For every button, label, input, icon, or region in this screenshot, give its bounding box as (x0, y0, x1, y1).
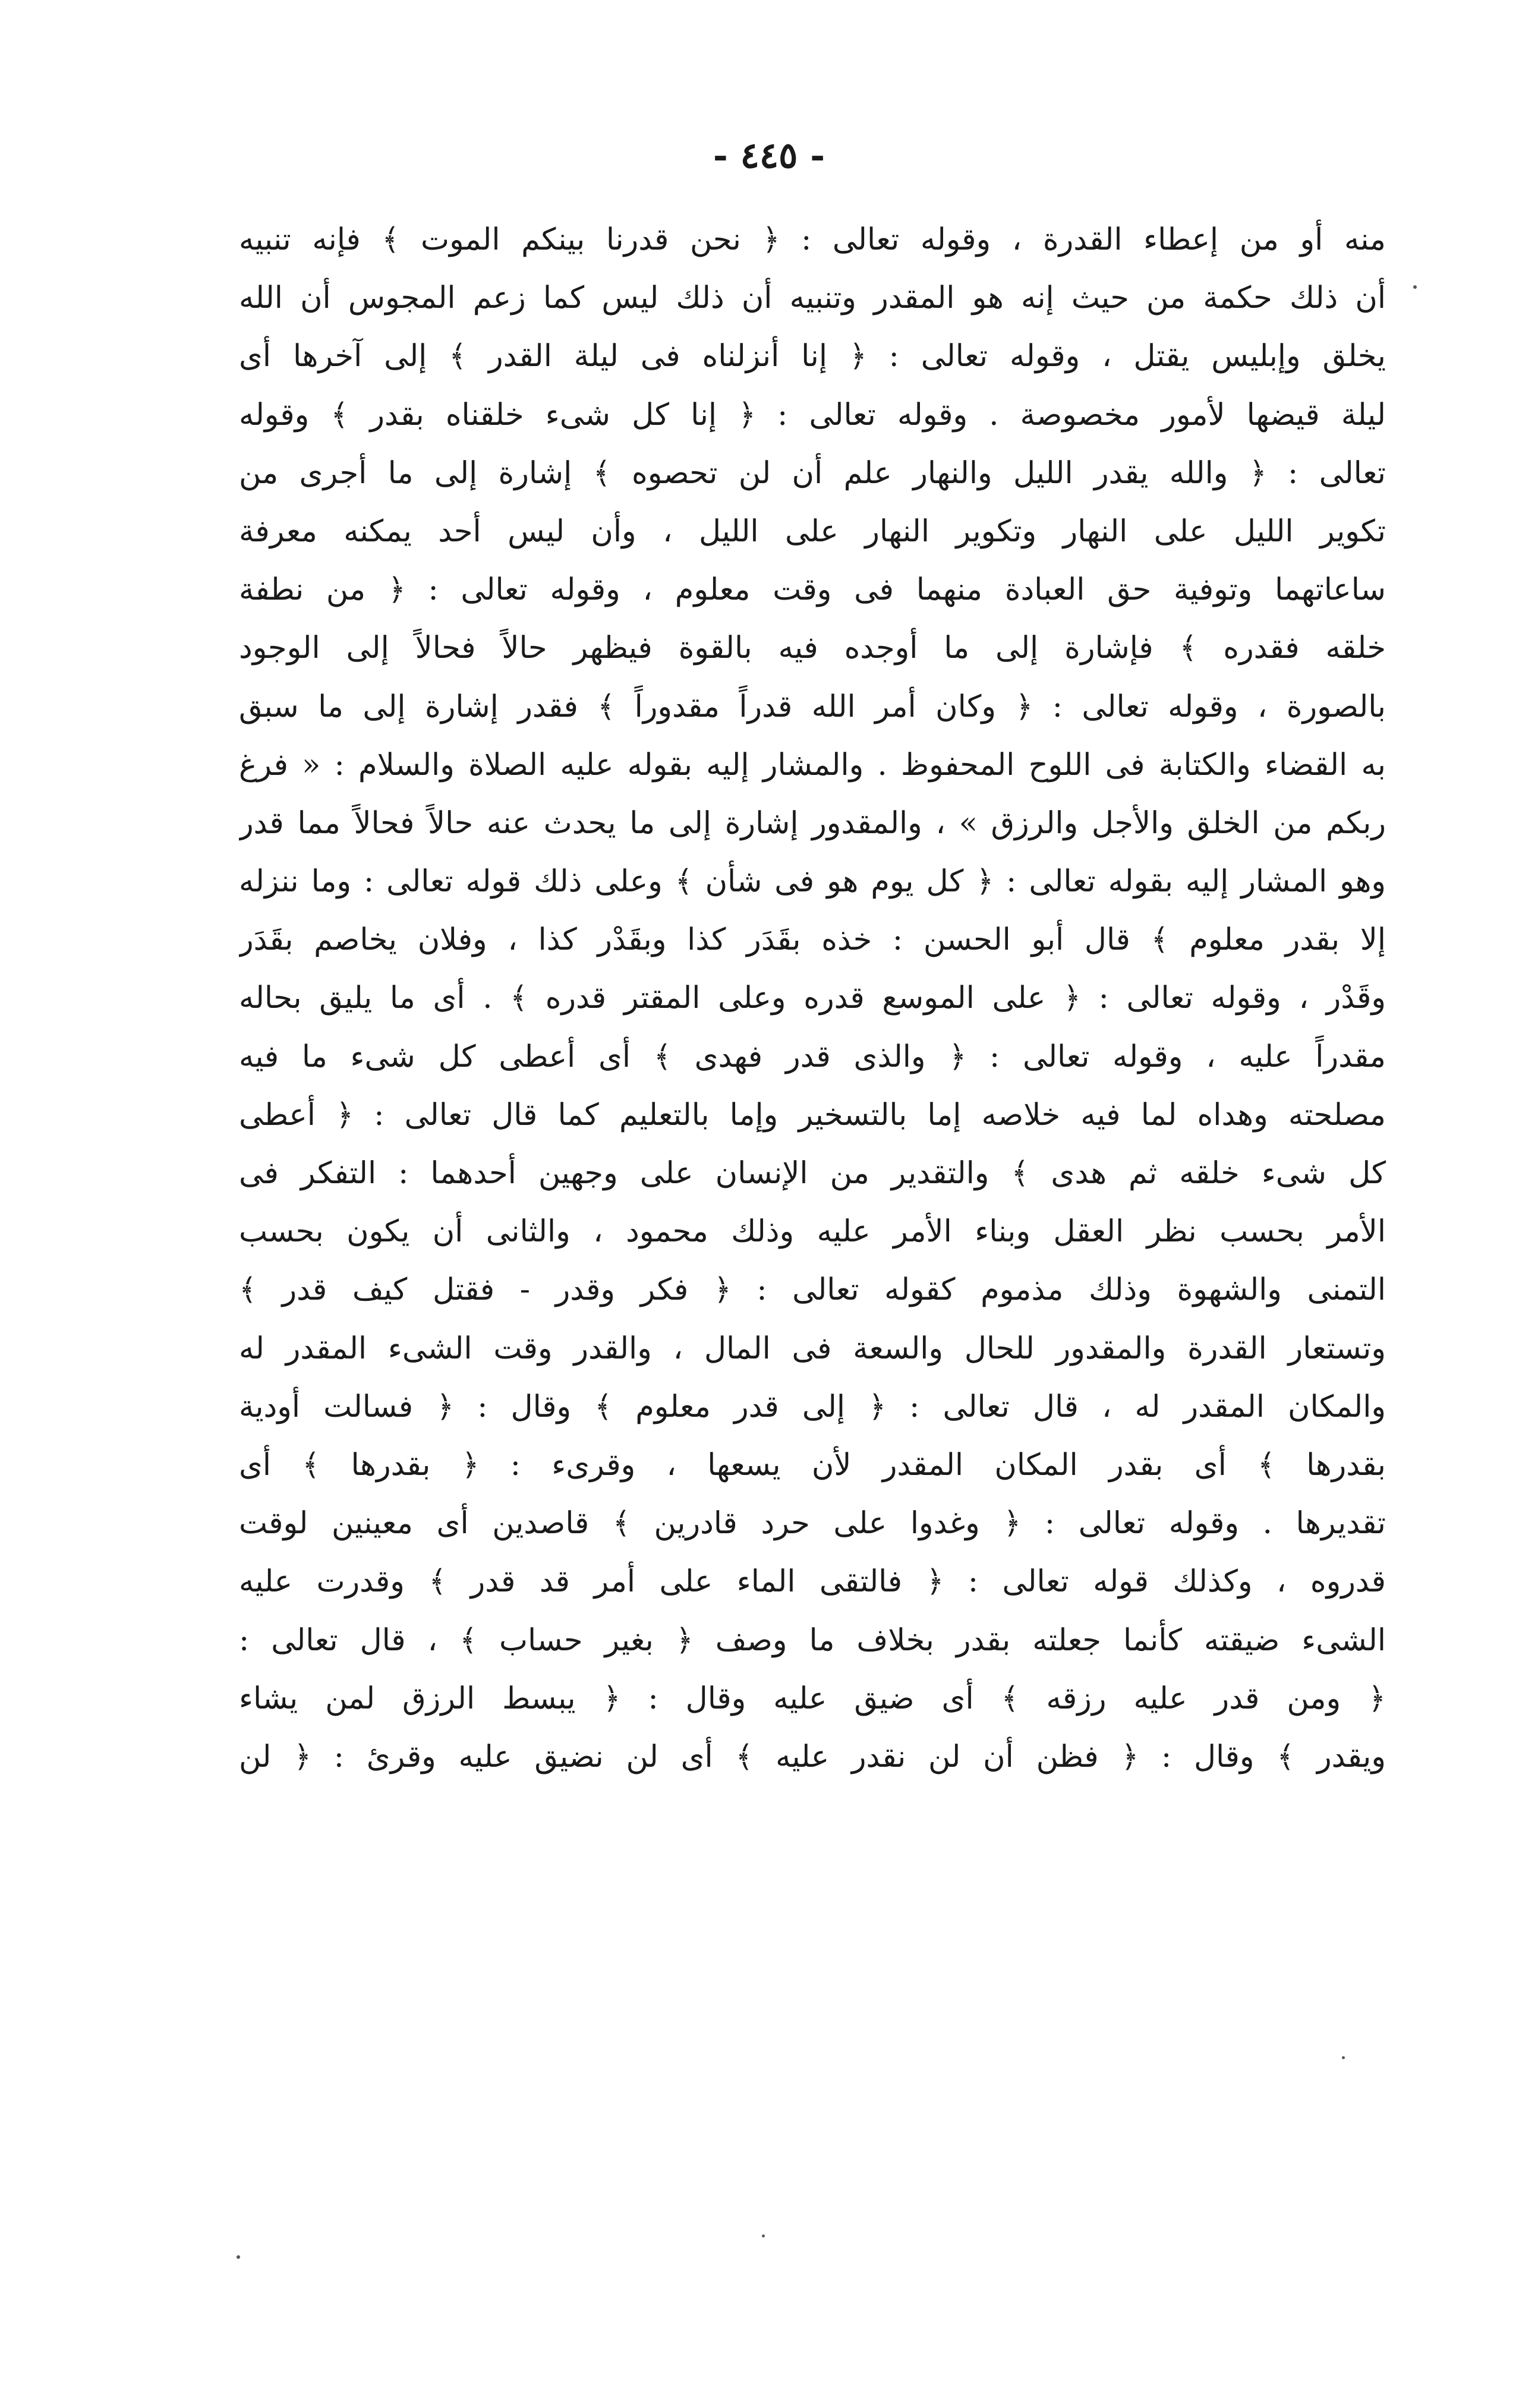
text-line: تقديرها . وقوله تعالى : ﴿ وغدوا على حرد قادرين ﴾ قاصدين أى معينين لوقت (239, 1506, 1386, 1542)
scan-speck (237, 2255, 240, 2259)
text-line: تكوير الليل على النهار وتكوير النهار على الليل ، وأن ليس أحد يمكنه معرفة (239, 513, 1386, 549)
text-line: بقدرها ﴾ أى بقدر المكان المقدر لأن يسعها ، وقرىء : ﴿ بقدرها ﴾ أى (239, 1447, 1386, 1483)
text-line: خلقه فقدره ﴾ فإشارة إلى ما أوجده فيه بالقوة فيظهر حالاً فحالاً إلى الوجود (239, 631, 1386, 666)
text-line: وقَدْر ، وقوله تعالى : ﴿ على الموسع قدره وعلى المقتر قدره ﴾ . أى ما يليق بحاله (239, 981, 1386, 1016)
body-text (239, 211, 1386, 1786)
text-line: وتستعار القدرة والمقدور للحال والسعة فى المال ، والقدر وقت الشىء المقدر له (239, 1331, 1386, 1366)
text-line: كل شىء خلقه ثم هدى ﴾ والتقدير من الإنسان على وجهين أحدهما : التفكر فى (239, 1156, 1386, 1191)
text-line: ﴿ ومن قدر عليه رزقه ﴾ أى ضيق عليه وقال : ﴿ يبسط الرزق لمن يشاء (239, 1681, 1386, 1716)
text-line: مقدراً عليه ، وقوله تعالى : ﴿ والذى قدر فهدى ﴾ أى أعطى كل شىء ما فيه (239, 1039, 1386, 1074)
text-line: ربكم من الخلق والأجل والرزق » ، والمقدور إشارة إلى ما يحدث عنه حالاً فحالاً مما قدر (239, 805, 1386, 841)
text-line: قدروه ، وكذلك قوله تعالى : ﴿ فالتقى الماء على أمر قد قدر ﴾ وقدرت عليه (239, 1564, 1386, 1600)
text-line: يخلق وإبليس يقتل ، وقوله تعالى : ﴿ إنا أنزلناه فى ليلة القدر ﴾ إلى آخرها أى (239, 339, 1386, 374)
text-line: الشىء ضيقته كأنما جعلته بقدر بخلاف ما وصف ﴿ بغير حساب ﴾ ، قال تعالى : (239, 1622, 1386, 1658)
text-line: ليلة قيضها لأمور مخصوصة . وقوله تعالى : ﴿ إنا كل شىء خلقناه بقدر ﴾ وقوله (239, 397, 1386, 433)
text-line: به القضاء والكتابة فى اللوح المحفوظ . والمشار إليه بقوله عليه الصلاة والسلام : « فرغ (239, 747, 1386, 783)
text-line: ساعاتهما وتوفية حق العبادة منهما فى وقت معلوم ، وقوله تعالى : ﴿ من نطفة (239, 572, 1386, 608)
text-line: إلا بقدر معلوم ﴾ قال أبو الحسن : خذه بقَدَر كذا وبقَدْر كذا ، وفلان يخاصم بقَدَر (239, 922, 1386, 958)
text-line: منه أو من إعطاء القدرة ، وقوله تعالى : ﴿ نحن قدرنا بينكم الموت ﴾ فإنه تنبيه (239, 222, 1386, 257)
scan-speck (1342, 2056, 1345, 2059)
text-line: بالصورة ، وقوله تعالى : ﴿ وكان أمر الله قدراً مقدوراً ﴾ فقدر إشارة إلى ما سبق (239, 689, 1386, 724)
scan-speck (1413, 285, 1417, 289)
text-line: وهو المشار إليه بقوله تعالى : ﴿ كل يوم هو فى شأن ﴾ وعلى ذلك قوله تعالى : وما ننزله (239, 864, 1386, 900)
text-line: الأمر بحسب نظر العقل وبناء الأمر عليه وذلك محمود ، والثانى أن يكون بحسب (239, 1214, 1386, 1250)
text-line: التمنى والشهوة وذلك مذموم كقوله تعالى : ﴿ فكر وقدر - فقتل كيف قدر ﴾ (239, 1272, 1386, 1308)
text-line: ويقدر ﴾ وقال : ﴿ فظن أن لن نقدر عليه ﴾ أى لن نضيق عليه وقرئ : ﴿ لن (239, 1739, 1386, 1775)
text-line: والمكان المقدر له ، قال تعالى : ﴿ إلى قدر معلوم ﴾ وقال : ﴿ فسالت أودية (239, 1389, 1386, 1424)
text-line: تعالى : ﴿ والله يقدر الليل والنهار علم أن لن تحصوه ﴾ إشارة إلى ما أجرى من (239, 455, 1386, 491)
page-number: - ٤٤٥ - (713, 135, 825, 176)
text-line: مصلحته وهداه لما فيه خلاصه إما بالتسخير وإما بالتعليم كما قال تعالى : ﴿ أعطى (239, 1097, 1386, 1133)
scan-speck (762, 2234, 765, 2237)
text-line: أن ذلك حكمة من حيث إنه هو المقدر وتنبيه أن ذلك ليس كما زعم المجوس أن الله (239, 280, 1386, 316)
